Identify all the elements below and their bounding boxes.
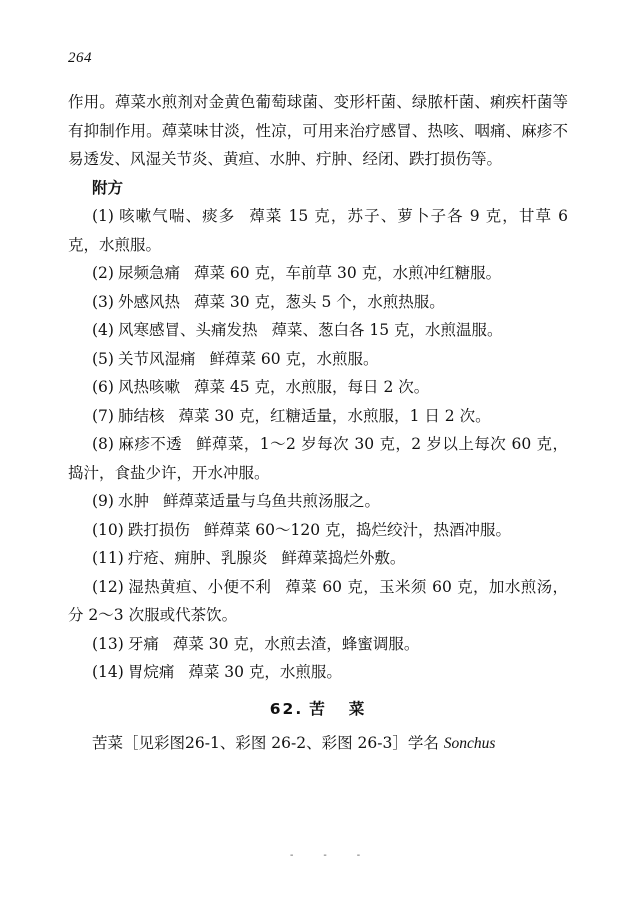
- recipe-number: (10): [92, 520, 124, 539]
- recipe-item: [68, 402, 568, 431]
- recipe-name: 疔疮、痈肿、乳腺炎: [127, 549, 268, 567]
- page-number: 264: [68, 50, 92, 66]
- chapter-name-second: 菜: [348, 699, 367, 718]
- recipe-number: (3): [92, 292, 114, 311]
- appendix-heading: 附方: [92, 177, 124, 197]
- recipe-number: (11): [92, 549, 124, 567]
- closing-text: 苦菜［见彩图26-1、彩图 26-2、彩图 26-3］学名: [92, 734, 439, 752]
- intro-paragraph: 作用。蔊菜水煎剂对金黄色葡萄球菌、变形杆菌、绿脓杆菌、痢疾杆菌等有抑制作用。蔊菜味甘淡，性凉，可用来治疗感冒、热咳、咽痛、麻疹不易透发、风湿关节炎、黄疸、水肿、疔肿、经闭、跌打损伤等。: [68, 93, 568, 168]
- page-body: [68, 88, 568, 759]
- recipe-item: [68, 345, 568, 374]
- recipe-name: 麻疹不透: [117, 435, 183, 453]
- recipe-item: [68, 373, 568, 402]
- recipe-text: 蔊菜 30 克，红糖适量，水煎服，1 日 2 次。: [178, 406, 491, 425]
- recipe-text: 蔊菜 30 克，水煎服。: [188, 663, 342, 681]
- recipe-number: (9): [92, 492, 114, 510]
- chapter-name-first: 苦: [309, 699, 327, 718]
- chapter-title: [68, 695, 568, 724]
- recipe-number: (12): [92, 577, 124, 596]
- footer-mark: -: [290, 850, 324, 861]
- recipe-number: (8): [92, 435, 114, 453]
- recipe-name: 风寒感冒、头痛发热: [117, 321, 258, 339]
- recipe-text: 鲜蔊菜 60 克，水煎服。: [209, 349, 379, 368]
- recipe-name: 风热咳嗽: [117, 378, 180, 396]
- recipe-number: (5): [92, 349, 114, 368]
- recipe-item: [68, 316, 568, 345]
- recipe-item: [68, 630, 568, 659]
- recipe-number: (13): [92, 634, 124, 653]
- recipe-number: (6): [92, 378, 114, 396]
- latin-name: Sonchus: [443, 735, 496, 752]
- recipe-text: 蔊菜 30 克，葱头 5 个，水煎热服。: [193, 292, 445, 311]
- footer-mark: --: [323, 850, 391, 861]
- recipe-name: 跌打损伤: [127, 520, 190, 539]
- recipe-item: [68, 202, 568, 259]
- recipe-name: 胃烷痛: [127, 663, 175, 681]
- recipe-text: 鲜蔊菜适量与乌鱼共煎汤服之。: [162, 492, 380, 510]
- recipe-text: 鲜蔊菜，1～2 岁每次 30 克，2 岁以上每次 60 克，捣汁，食盐少许，开水冲服。: [68, 435, 568, 482]
- closing-line: [68, 729, 568, 759]
- recipe-item: [68, 544, 568, 573]
- recipe-name: 牙痛: [127, 634, 159, 653]
- recipe-text: 蔊菜 60 克，车前草 30 克，水煎冲红糖服。: [193, 264, 502, 282]
- recipe-item: [68, 430, 568, 487]
- recipe-item: [68, 573, 568, 630]
- recipe-number: (4): [92, 321, 114, 339]
- recipe-number: (2): [92, 264, 114, 282]
- recipe-item: [68, 487, 568, 516]
- recipe-text: 鲜蔊菜捣烂外敷。: [281, 549, 406, 567]
- recipe-number: (14): [92, 663, 124, 681]
- recipe-name: 关节风湿痛: [117, 349, 196, 368]
- recipe-item: [68, 259, 568, 288]
- recipe-text: 蔊菜 30 克，水煎去渣，蜂蜜调服。: [172, 634, 420, 653]
- recipe-name: 外感风热: [117, 292, 180, 311]
- recipe-name: 湿热黄疸、小便不利: [127, 577, 272, 596]
- recipe-text: 蔊菜、葱白各 15 克，水煎温服。: [271, 321, 503, 339]
- recipe-text: 蔊菜 60 克，玉米须 60 克，加水煎汤，分 2～3 次服或代茶饮。: [68, 577, 568, 624]
- recipe-item: [68, 516, 568, 545]
- recipe-item: [68, 658, 568, 687]
- recipe-text: 蔊菜 15 克，苏子、萝卜子各 9 克，甘草 6 克，水煎服。: [68, 207, 568, 254]
- recipe-list: [68, 202, 568, 687]
- recipe-name: 水肿: [117, 492, 149, 510]
- footer-marks: [290, 850, 390, 861]
- recipe-name: 咳嗽气喘、痰多: [117, 207, 236, 225]
- recipe-name: 肺结核: [117, 406, 165, 425]
- recipe-name: 尿频急痛: [117, 264, 180, 282]
- recipe-number: (7): [92, 406, 114, 425]
- recipe-text: 鲜蔊菜 60～120 克，捣烂绞汁，热酒冲服。: [203, 520, 512, 539]
- chapter-number: 62.: [269, 699, 304, 718]
- recipe-text: 蔊菜 45 克，水煎服，每日 2 次。: [193, 378, 430, 396]
- recipe-number: (1): [92, 207, 114, 225]
- recipe-item: [68, 288, 568, 317]
